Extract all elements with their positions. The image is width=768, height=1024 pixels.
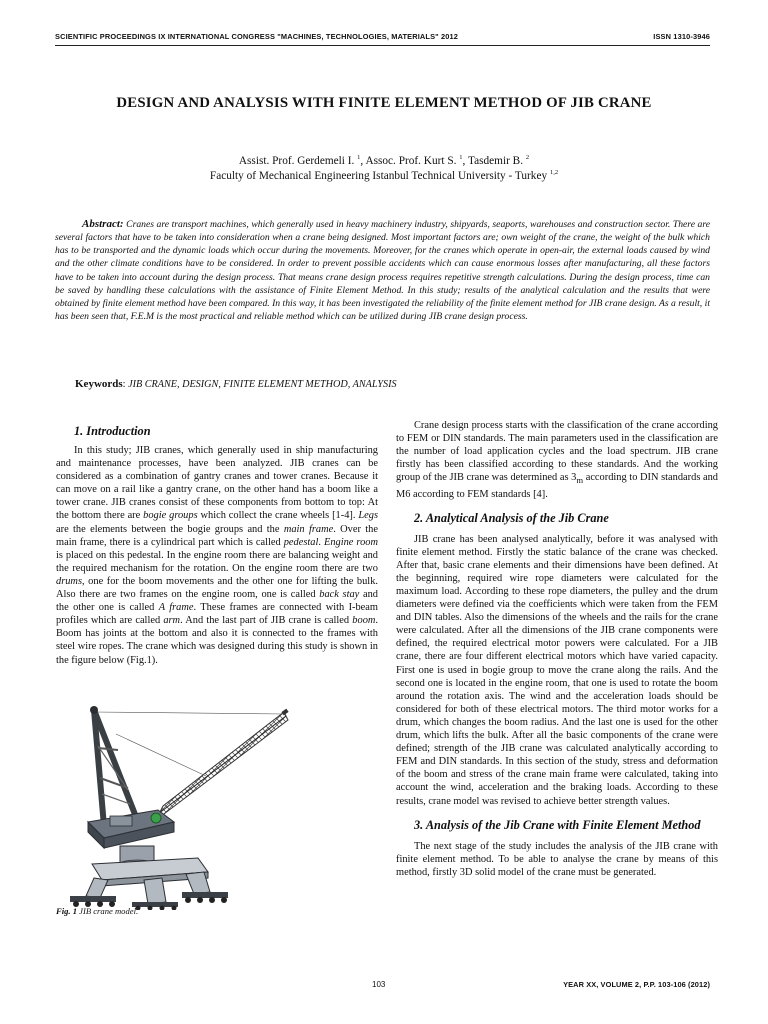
body-text: is placed on this pedestal. In the engine room there are balancing weight and the required mechanism for the rotation. On the engine room there are two — [56, 549, 378, 574]
abstract — [55, 218, 710, 323]
left-column — [56, 423, 378, 667]
body-text: . And the last part of JIB crane is called — [180, 615, 353, 627]
term-boom: boom — [352, 615, 376, 627]
subscript: m — [576, 475, 584, 486]
figure-caption — [56, 906, 138, 916]
term-back-stay: back stay — [319, 589, 360, 601]
abstract-text: Cranes are transport machines, which generally used in heavy machinery industry, shipyards, seaports, warehouses and construction sector. There are several factors that have to be taken into consideration when a crane being designed. Most important factors are; own weight of the crane, the weight of the bulk which has to be transported and the dynamic loads which occur during the movements. Moreover, for the cranes which operate in open-air, the external loads caused by wind and the other climate conditions have to be considered. In order to prevent possible accidents which can cause enormous losses after manufacturing, all these factors have to be taken into account during the design process. That means crane design process requires repetitive strength calculations. During the design process, time can be saved by handling these calculations with the assistance of Finite Element Method. In this study; results of the analytical calculation and the results that were obtained by finite element method have been compared. In this way, it has been investigated the reliability of the finite element method for JIB crane design. As a result, it has been seen that, F.E.M is the most practical and reliable method which can be utilized during JIB crane design process. — [55, 219, 711, 323]
figure-label: Fig. 1 — [56, 906, 78, 916]
section-heading-introduction: 1. Introduction — [74, 424, 151, 438]
keywords-label: Keywords — [75, 378, 123, 390]
section-heading-fem: 3. Analysis of the Jib Crane with Finite Element Method — [414, 817, 701, 832]
paper-title: DESIGN AND ANALYSIS WITH FINITE ELEMENT METHOD OF JIB CRANE — [116, 95, 652, 111]
term-arm: arm — [163, 615, 181, 627]
header-journal-name: SCIENTIFIC PROCEEDINGS IX INTERNATIONAL CONGRESS "MACHINES, TECHNOLOGIES, MATERIALS" 2012 — [55, 32, 459, 41]
analytical-paragraph: JIB crane has been analysed analytically, before it was analysed with finite element method. Firstly the static balance of the crane was checked. After that, basic crane elements and their dimensions have been defined. At the beginning, required wire rope diameters were calculated for the maximum load. According to these rope diameters, the pulley and the drum diameters were defined via the coefficients which were taken from the FEM and DIN tables. Also the dimensions of the wheels and the rails for the crane were calculated. After all the dimensions of the JIB crane components were defined, the required electrical motor powers were calculated. For a JIB crane, there are four different electrical motors which have varied capacity. First one is used in bogie group to move the crane along the rails. And the second one is located in the engine room, that one is used to rotate the boom around the rotation axis. The wind and the acceleration loads should be considered for both of these electrical motors. The third motor works for a drum, which changes the boom radius. And the last one is used for the other drum, which lifts the bulk. After all the basic components of the crane were defined; strength of the JIB crane was calculated analytically according to FEM and DIN standards. In this section of the study, stress and deformation of the boom and stress of the crane main frame were calculated, taking into account the wind, acceleration and the braking loads. According to these results, crane model was revised to achieve better strength values. — [396, 533, 718, 807]
body-text: . These frames are connected with I-beam profiles which are called — [56, 602, 378, 627]
section-heading-analytical: 2. Analytical Analysis of the Jib Crane — [414, 510, 609, 525]
term-bogie-groups: bogie groups — [143, 510, 198, 522]
running-header — [55, 32, 710, 46]
jib-crane-model-figure — [58, 698, 290, 910]
body-text: , one for the boom movements and the other one for lifting the bulk. Also there are two frames on the engine room, one is called — [56, 575, 378, 601]
author-name: , Assoc. Prof. Kurt S. — [360, 154, 457, 167]
boom-lattice — [156, 709, 289, 820]
term-main-frame: main frame — [283, 523, 334, 535]
right-column — [396, 419, 718, 879]
classification-paragraph — [396, 419, 718, 501]
a-frame — [90, 706, 138, 826]
term-pedestal: pedestal — [283, 536, 319, 548]
author-affiliation-mark: 1 — [357, 154, 361, 161]
term-a-frame: A frame — [158, 602, 194, 614]
body-text: In this study; JIB cranes, which generally used in ship manufacturing and maintenance processes, have been analyzed. JIB cranes can be considered as a combination of gantry cranes and tower cranes. Because it can move on a rail like a gantry crane, on the other hand has a boom like a tower crane. JIB cranes consist of these components from bottom to top: At the bottom there are — [56, 445, 378, 522]
keywords-value: JIB CRANE, DESIGN, FINITE ELEMENT METHOD, ANALYSIS — [128, 379, 397, 390]
footer-volume-info: YEAR XX, VOLUME 2, P.P. 103-106 (2012) — [563, 980, 710, 989]
body-text: according to DIN standards and M6 according to FEM standards [4]. — [396, 472, 719, 500]
term-drums: drums — [56, 575, 82, 587]
wire-rope — [94, 712, 284, 714]
author-affiliation-mark: 1 — [459, 154, 463, 161]
header-issn: ISSN 1310-3946 — [653, 32, 710, 41]
author-affiliation-mark: 2 — [525, 154, 530, 161]
abstract-label: Abstract: — [82, 218, 124, 230]
term-legs: Legs — [358, 510, 378, 522]
author-name: , Tasdemir B. — [462, 154, 524, 167]
affiliation — [40, 169, 728, 182]
header-divider — [55, 45, 710, 46]
body-text: . Boom has joints at the bottom and also it is connected to the frames with steel wire ropes. The crane which was designed during this study is shown in the figure below (Fig.1). — [56, 615, 378, 666]
body-text: which collect the crane wheels [1-4]. — [197, 510, 359, 522]
keywords — [75, 378, 710, 390]
page-number: 103 — [372, 980, 386, 989]
author-name: Assist. Prof. Gerdemeli I. — [238, 154, 355, 167]
author-list — [40, 148, 728, 171]
figure-caption-text: JIB crane model. — [77, 906, 139, 916]
wire-rope — [116, 734, 206, 776]
affiliation-text: Faculty of Mechanical Engineering Istanbul Technical University - Turkey — [209, 169, 548, 182]
body-text: Crane design process starts with the classification of the crane according to FEM or DIN standards. The main parameters used in the classification are the number of load application cycles and the load spectrum. JIB crane firstly has been classified according to these standards. And the working group of the JIB crane was determined as 3 — [396, 420, 718, 484]
fem-paragraph: The next stage of the study includes the analysis of the JIB crane with finite element method. To be able to analyse the crane by means of this method, firstly 3D solid model of the crane must be generated. — [396, 840, 718, 878]
body-text: . — [318, 536, 324, 548]
body-text: are the elements between the bogie groups and the — [56, 523, 284, 535]
affiliation-mark: 1,2 — [549, 169, 559, 176]
term-engine-room: Engine room — [323, 536, 378, 548]
body-text: and the other one is called — [56, 589, 378, 614]
keywords-colon: : — [122, 379, 129, 390]
introduction-paragraph — [56, 444, 378, 667]
body-text: . Over the main frame, there is a cylindrical part which is called — [56, 523, 378, 548]
